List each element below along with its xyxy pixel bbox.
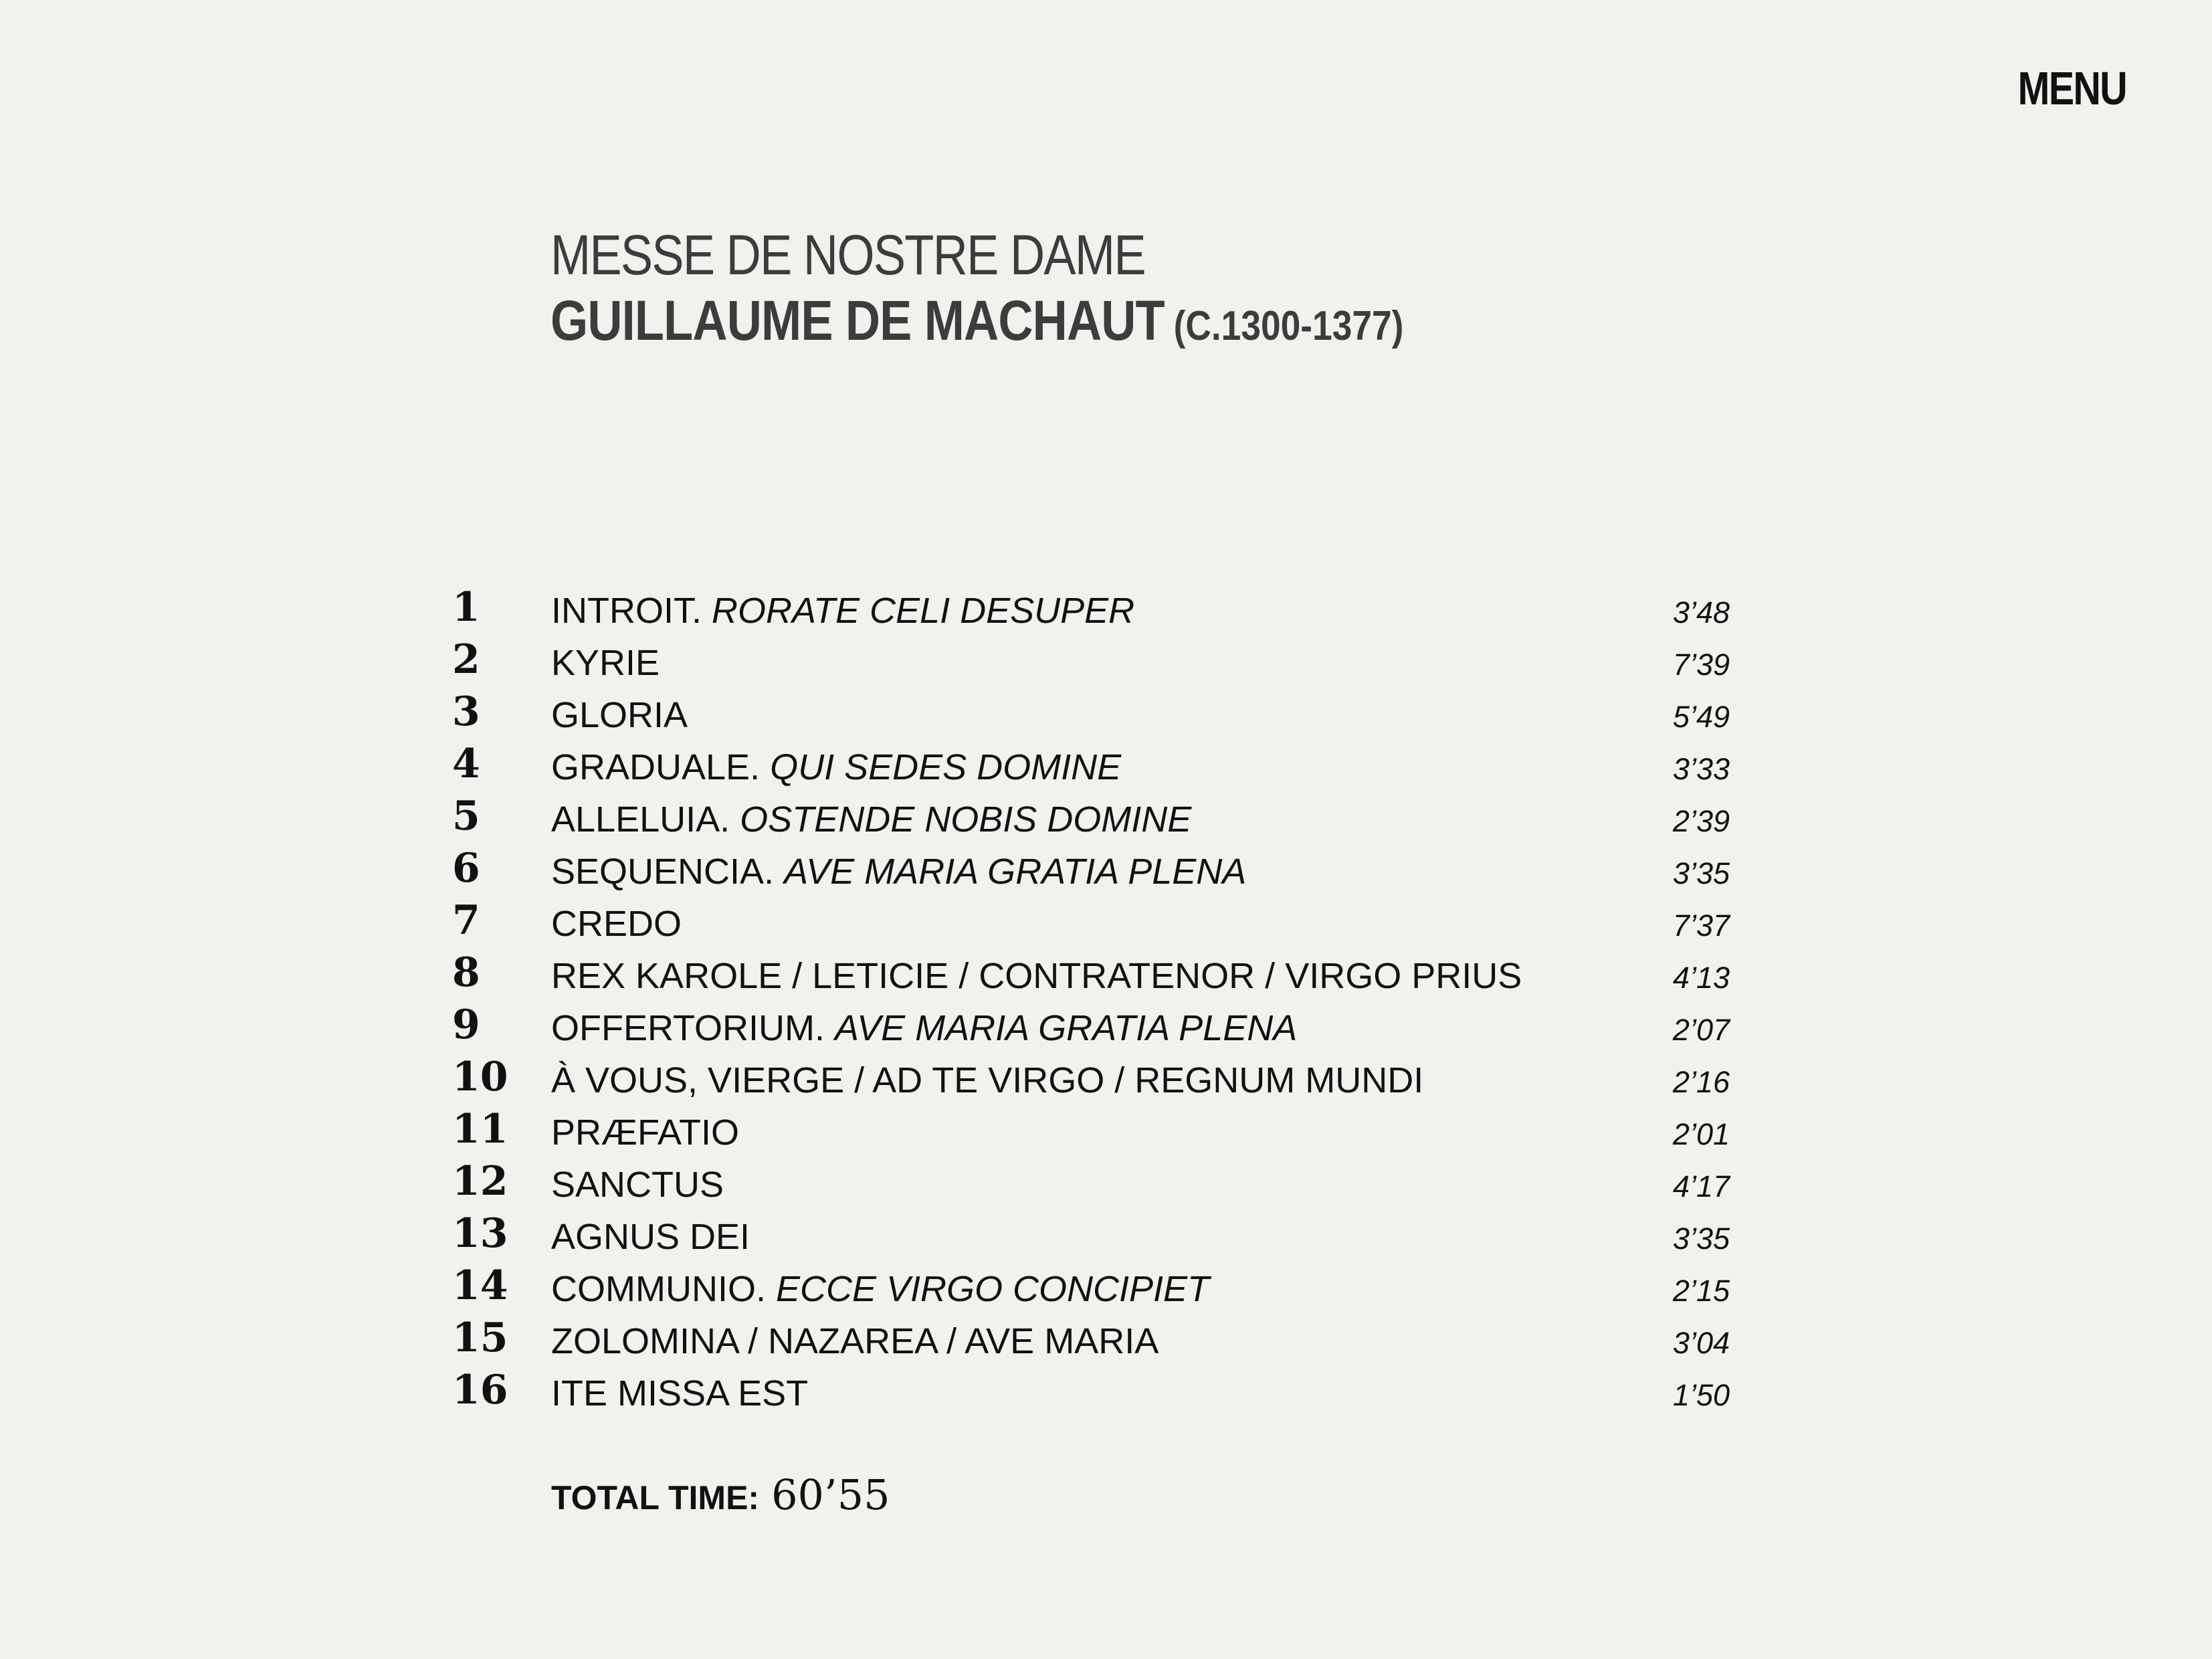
track-title-latin: ECCE VIRGO CONCIPIET xyxy=(775,1269,1210,1309)
album-header xyxy=(550,222,1542,370)
track-duration: 3’48 xyxy=(1672,595,1730,629)
track-row[interactable] xyxy=(452,843,1736,895)
track-number: 12 xyxy=(452,1158,508,1205)
composer-line xyxy=(550,288,1403,370)
track-row[interactable] xyxy=(452,895,1736,947)
track-title xyxy=(551,799,1191,840)
track-title xyxy=(551,642,660,684)
total-time-value: 60’55 xyxy=(771,1470,890,1519)
track-duration: 2’07 xyxy=(1672,1013,1730,1047)
track-duration: 3’35 xyxy=(1672,856,1730,890)
track-row[interactable] xyxy=(452,686,1736,739)
composer-name: GUILLAUME DE MACHAUT xyxy=(550,289,1165,352)
track-number: 16 xyxy=(452,1367,508,1413)
total-time-label: TOTAL TIME: xyxy=(551,1479,760,1517)
track-row[interactable] xyxy=(452,1260,1736,1312)
track-title xyxy=(551,747,1121,788)
track-title-main: À VOUS, VIERGE / AD TE VIRGO / REGNUM MUNDI xyxy=(551,1060,1424,1100)
track-number: 5 xyxy=(452,793,480,840)
track-title xyxy=(551,1112,739,1153)
track-title xyxy=(551,1216,750,1258)
track-duration: 2’39 xyxy=(1672,804,1730,838)
track-row[interactable] xyxy=(452,1104,1736,1156)
track-number: 11 xyxy=(452,1106,508,1153)
track-number: 9 xyxy=(452,1001,480,1048)
track-duration: 2’15 xyxy=(1672,1274,1730,1308)
track-title-main: GLORIA xyxy=(551,695,688,735)
track-number: 10 xyxy=(452,1054,508,1100)
track-title-latin: QUI SEDES DOMINE xyxy=(770,747,1122,787)
album-title: MESSE DE NOSTRE DAME xyxy=(550,223,1145,286)
track-number: 3 xyxy=(452,688,480,735)
total-time xyxy=(551,1470,890,1519)
track-title xyxy=(551,1373,808,1414)
track-title-main: AGNUS DEI xyxy=(551,1217,750,1257)
track-number: 4 xyxy=(452,741,480,787)
track-list xyxy=(452,582,1736,1417)
track-duration: 4’17 xyxy=(1672,1169,1730,1203)
track-number: 13 xyxy=(452,1210,508,1257)
menu-button[interactable]: MENU xyxy=(2017,62,2126,114)
track-title-main: KYRIE xyxy=(551,643,660,683)
track-title-main: INTROIT. xyxy=(551,591,702,631)
track-duration: 1’50 xyxy=(1672,1378,1730,1412)
track-row[interactable] xyxy=(452,999,1736,1052)
track-duration: 3’35 xyxy=(1672,1222,1730,1256)
track-title-main: SEQUENCIA. xyxy=(551,852,775,892)
track-duration: 3’33 xyxy=(1672,752,1730,786)
track-duration: 7’37 xyxy=(1672,908,1730,943)
track-title-latin: AVE MARIA GRATIA PLENA xyxy=(835,1008,1298,1048)
track-duration: 2’16 xyxy=(1672,1065,1730,1099)
track-title xyxy=(551,903,682,945)
composer-dates: (C.1300-1377) xyxy=(1173,303,1404,349)
track-title-main: PRÆFATIO xyxy=(551,1112,740,1153)
track-title xyxy=(551,1268,1209,1310)
track-title xyxy=(551,694,688,736)
track-number: 15 xyxy=(452,1314,508,1361)
track-title-main: CREDO xyxy=(551,904,682,944)
track-duration: 7’39 xyxy=(1672,648,1730,682)
track-title-main: SANCTUS xyxy=(551,1165,724,1205)
track-title-main: ZOLOMINA / NAZAREA / AVE MARIA xyxy=(551,1321,1159,1361)
track-row[interactable] xyxy=(452,1365,1736,1417)
track-title-latin: RORATE CELI DESUPER xyxy=(712,591,1135,631)
track-row[interactable] xyxy=(452,1312,1736,1365)
track-row[interactable] xyxy=(452,1208,1736,1260)
track-title xyxy=(551,851,1246,892)
track-number: 2 xyxy=(452,636,480,683)
track-title xyxy=(551,1007,1297,1049)
track-row[interactable] xyxy=(452,582,1736,634)
track-row[interactable] xyxy=(452,947,1736,999)
track-title xyxy=(551,955,1522,997)
track-duration: 3’04 xyxy=(1672,1326,1730,1360)
track-title-main: REX KAROLE / LETICIE / CONTRATENOR / VIRGO PRIUS xyxy=(551,956,1522,996)
track-title xyxy=(551,1060,1423,1101)
track-title-latin: OSTENDE NOBIS DOMINE xyxy=(740,799,1192,840)
track-title xyxy=(551,1321,1159,1362)
track-row[interactable] xyxy=(452,1156,1736,1208)
track-title-main: COMMUNIO. xyxy=(551,1269,766,1309)
track-number: 7 xyxy=(452,897,480,944)
track-number: 14 xyxy=(452,1262,508,1309)
track-number: 8 xyxy=(452,949,480,996)
track-number: 6 xyxy=(452,845,480,892)
track-title-latin: AVE MARIA GRATIA PLENA xyxy=(784,852,1247,892)
track-row[interactable] xyxy=(452,791,1736,843)
track-duration: 2’01 xyxy=(1672,1117,1730,1151)
track-title-main: OFFERTORIUM. xyxy=(551,1008,825,1048)
track-title xyxy=(551,1164,724,1205)
track-title-main: GRADUALE. xyxy=(551,747,761,787)
track-row[interactable] xyxy=(452,739,1736,791)
track-row[interactable] xyxy=(452,1052,1736,1104)
track-row[interactable] xyxy=(452,634,1736,686)
track-duration: 4’13 xyxy=(1672,961,1730,995)
track-title-main: ITE MISSA EST xyxy=(551,1373,809,1413)
track-number: 1 xyxy=(452,584,480,631)
track-title xyxy=(551,590,1134,631)
track-duration: 5’49 xyxy=(1672,700,1730,734)
track-title-main: ALLELUIA. xyxy=(551,799,730,840)
